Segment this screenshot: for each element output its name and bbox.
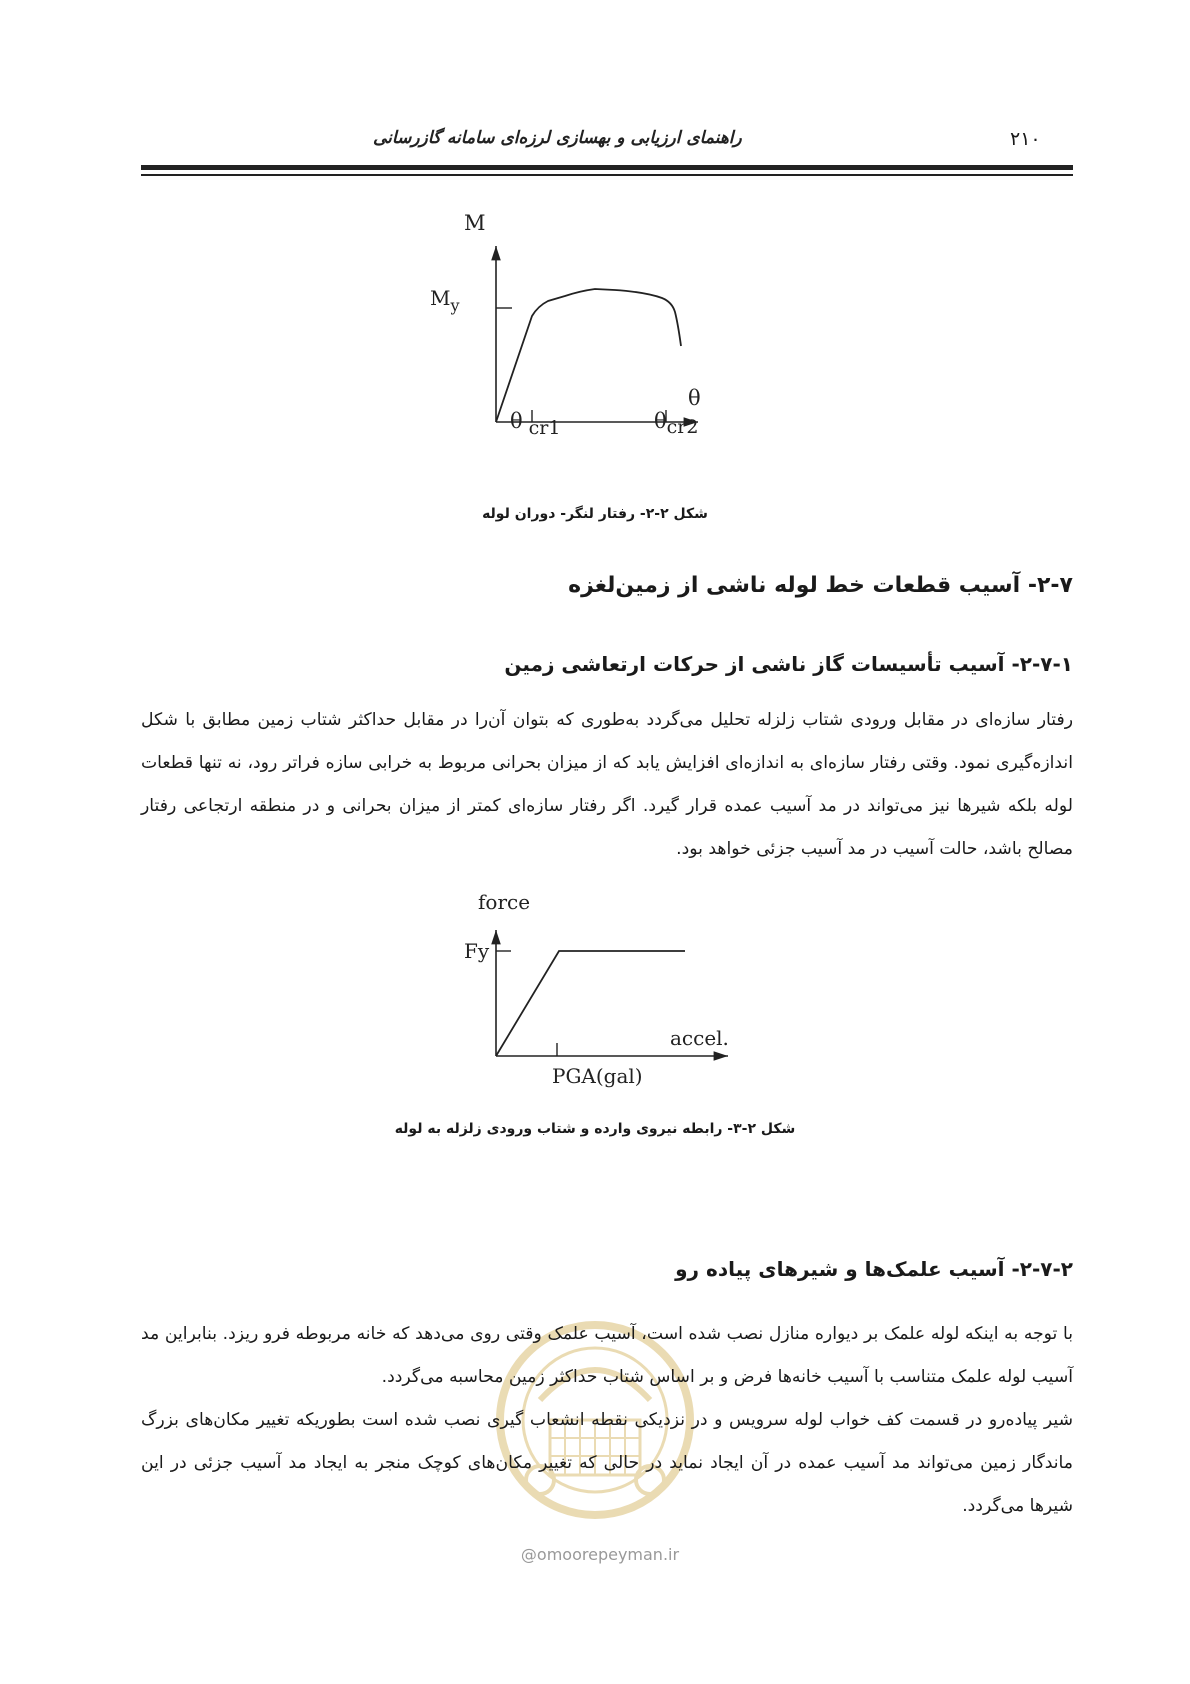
moment-curve bbox=[496, 289, 681, 422]
y-axis-label: M bbox=[464, 211, 486, 235]
force-curve bbox=[496, 951, 685, 1056]
figure-caption: شکل ۲-۳- رابطه نیروی وارده و شتاب ورودی زلزله به لوله bbox=[394, 1121, 796, 1137]
subsection-heading: ۲-۷-۲- آسیب علمک‌ها و شیرهای پیاده رو bbox=[675, 1257, 1073, 1281]
header-rule-thin bbox=[141, 174, 1073, 176]
paragraph: با توجه به اینکه لوله علمک بر دیواره منازل نصب شده است، آسیب علمک وقتی روی می‌دهد که خانه مربوطه فرو ریزد. بنابراین مد آسیب لوله علمک متناسب با آسیب خانه‌ها فرض و بر اساس شتاب حداکثر زمین محاسبه می‌گردد. bbox=[141, 1324, 1073, 1387]
section-heading: ۲-۷- آسیب قطعات خط لوله ناشی از زمین‌لغزه bbox=[568, 573, 1073, 598]
y-axis-label: force bbox=[478, 890, 531, 914]
pga-label: PGA(gal) bbox=[552, 1064, 643, 1088]
watermark-url: @omoorepeyman.ir bbox=[520, 1545, 680, 1564]
header-rule bbox=[141, 165, 1073, 170]
theta-cr1-label: θ cr1 bbox=[510, 409, 561, 439]
x-axis-label: accel. bbox=[670, 1026, 729, 1050]
paragraph: رفتار سازه‌ای در مقابل ورودی شتاب زلزله تحلیل می‌گردد به‌طوری که بتوان آن‌را در مقابل حداکثر شتاب زمین مطابق با شکل اندازه‌گیری نمود. وقتی رفتار سازه‌ای به اندازه‌ای افزایش یابد که از میزان بحرانی مربوط به خرابی سازه فراتر رود، نه تنها قطعات لوله بلکه شیرها نیز می‌تواند در مد آسیب عمده قرار گیرد. اگر رفتار سازه‌ای کمتر از میزان بحرانی و در منطقه ارتجاعی رفتار مصالح باشد، حالت آسیب در مد آسیب جزئی خواهد بود. bbox=[141, 710, 1073, 859]
force-acceleration-figure bbox=[460, 888, 760, 1088]
x-axis-label: θ bbox=[688, 386, 701, 410]
running-title: راهنمای ارزیابی و بهسازی لرزه‌ای سامانه گازرسانی bbox=[373, 128, 742, 148]
moment-rotation-figure bbox=[430, 211, 760, 470]
subsection-heading: ۲-۷-۱- آسیب تأسیسات گاز ناشی از حرکات ارتعاشی زمین bbox=[504, 652, 1073, 676]
yield-label: $M_y$ bbox=[430, 286, 460, 315]
theta-cr2-label: θcr2 bbox=[654, 409, 699, 438]
page-number: ۲۱۰ bbox=[1010, 128, 1041, 150]
paragraph: شیر پیاده‌رو در قسمت کف خواب لوله سرویس و در نزدیکی نقطه انشعاب گیری نصب شده است بطوریکه تغییر مکان‌های بزرگ ماندگار زمین می‌تواند مد آسیب عمده در آن ایجاد نماید در حالی که تغییر مکان‌های کوچک منجر به ایجاد مد آسیب جزئی در این شیرها می‌گردد. bbox=[141, 1410, 1073, 1516]
yield-label: Fy bbox=[464, 939, 490, 963]
figure-caption: شکل ۲-۲- رفتار لنگر- دوران لوله bbox=[482, 506, 708, 522]
